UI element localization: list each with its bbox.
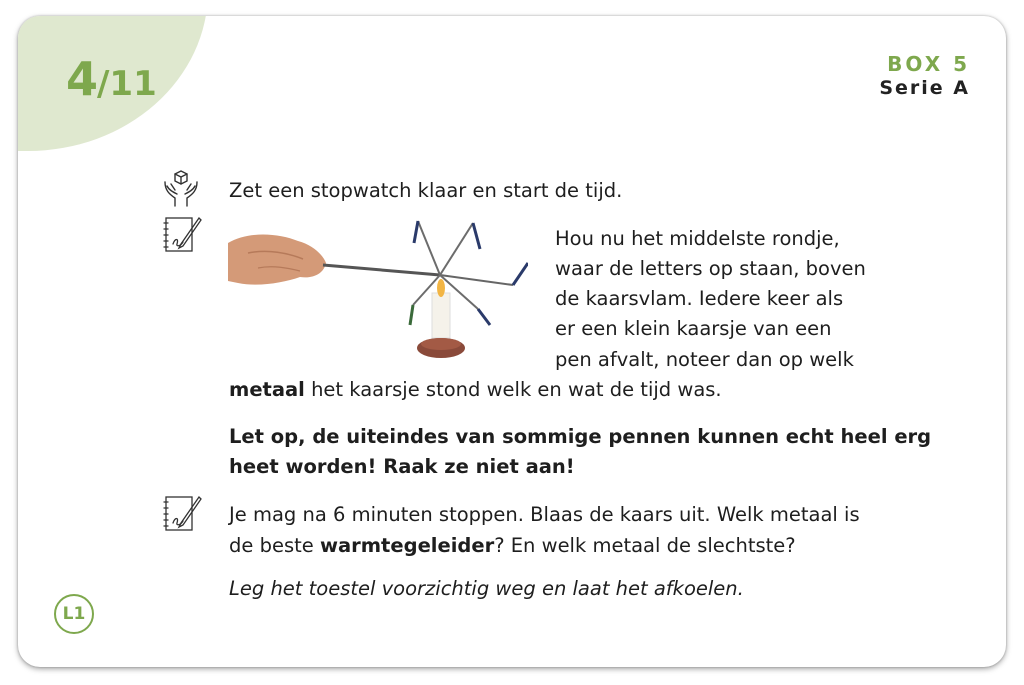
warmtegeleider-bold: warmtegeleider [319, 534, 495, 557]
step-2-line-4: er een klein kaarsje van een [555, 317, 832, 340]
box-number: BOX 5 [887, 52, 970, 76]
warning-line-2 [229, 452, 575, 482]
warning-text-2: heet worden! Raak ze niet aan! [229, 455, 575, 478]
step-2-line-2: waar de letters op staan, boven [555, 257, 866, 280]
experiment-photo [228, 213, 528, 372]
step-3-line-2 [229, 531, 796, 561]
notebook-pen-icon [161, 493, 203, 539]
warning-line-1 [229, 422, 931, 452]
step-2-line-1: Hou nu het middelste rondje, [555, 227, 840, 250]
metaal-bold: metaal [229, 378, 305, 401]
step-2-line-3: de kaarsvlam. Iedere keer als [555, 287, 844, 310]
step-2-line-6 [229, 375, 722, 405]
level-badge: L1 [54, 594, 94, 634]
final-note: Leg het toestel voorzichtig weg en laat het afkoelen. [229, 577, 744, 600]
box-label [879, 52, 970, 100]
notebook-pen-icon [161, 214, 203, 260]
serie-label: Serie A [879, 77, 970, 99]
step-2-line-5: pen afvalt, noteer dan op welk [555, 348, 854, 371]
page-number [66, 52, 157, 106]
instruction-card [18, 16, 1006, 667]
step-3-line-2-post: ? En welk metaal de slechtste? [494, 534, 796, 557]
step-2-line-6-rest: het kaarsje stond welk en wat de tijd was. [304, 378, 722, 401]
step-3-line-2-pre: de beste [229, 534, 320, 557]
hands-box-icon [161, 168, 201, 212]
step-1-text: Zet een stopwatch klaar en start de tijd. [229, 179, 623, 202]
warning-text-1: Let op, de uiteindes van sommige pennen kunnen echt heel erg [229, 425, 932, 448]
page-current: 4 [66, 52, 98, 106]
page-total: /11 [97, 64, 157, 104]
step-3-line-1: Je mag na 6 minuten stoppen. Blaas de kaars uit. Welk metaal is [229, 503, 860, 526]
